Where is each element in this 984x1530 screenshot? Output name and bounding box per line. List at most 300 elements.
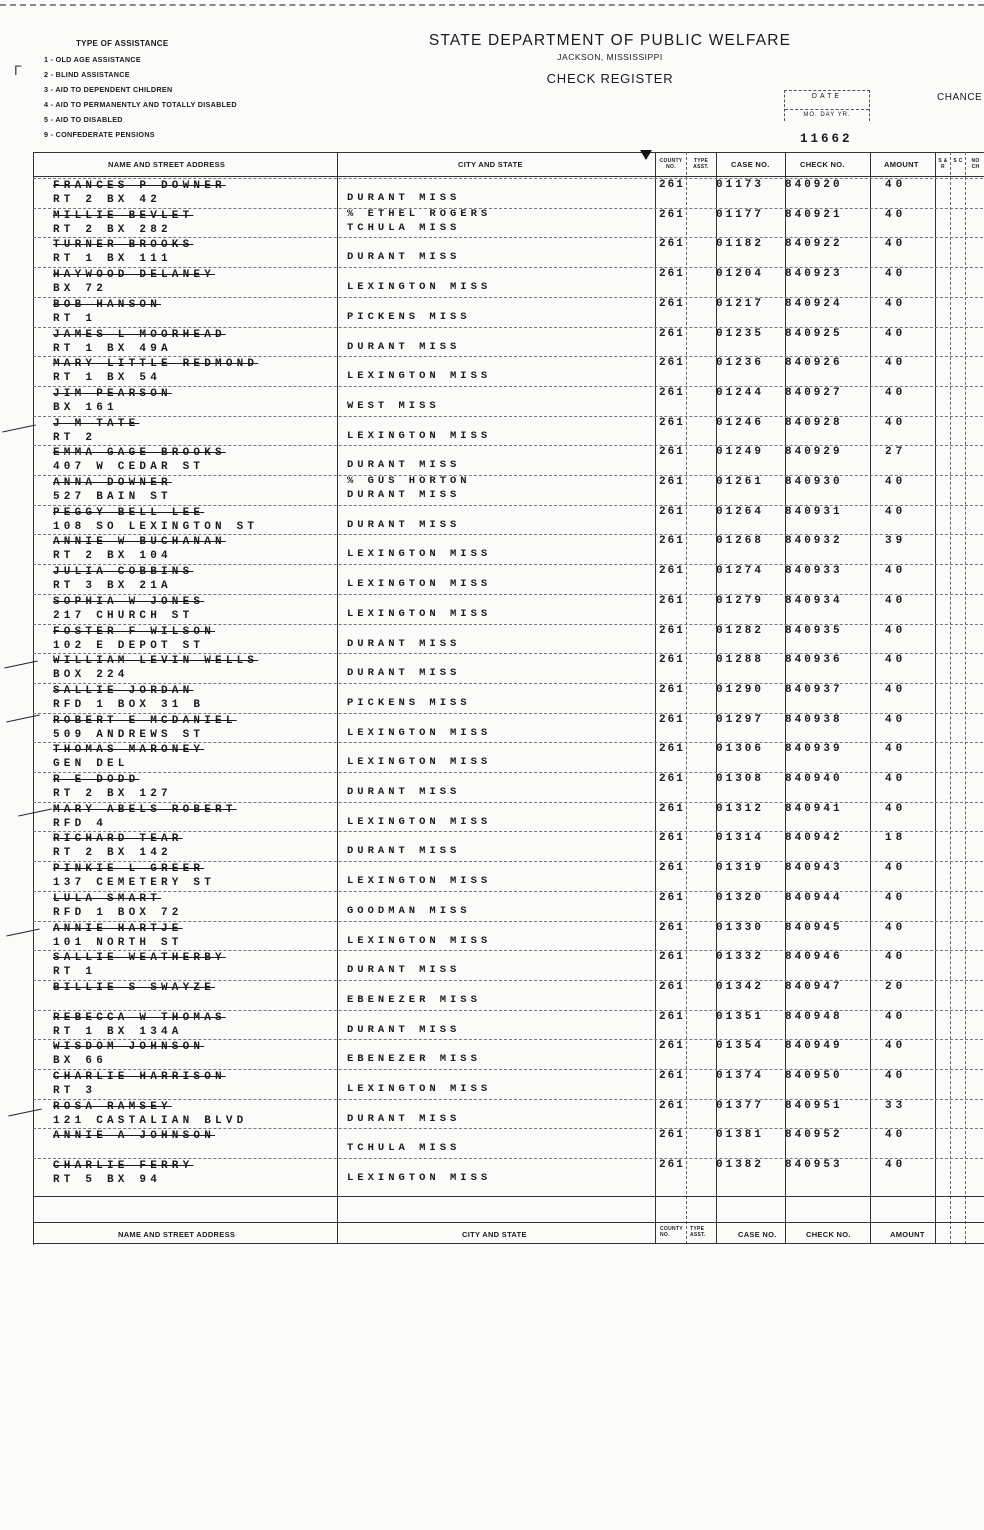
table-bottom-rule: [33, 1243, 984, 1244]
row-rule: [33, 1099, 984, 1100]
table-row: [33, 1012, 984, 1042]
county-number: 261: [659, 505, 685, 518]
county-number: 261: [659, 565, 685, 578]
row-rule: [33, 861, 984, 862]
row-rule: [33, 237, 984, 238]
col-type-header: TYPE ASST.: [693, 158, 709, 170]
county-number: 261: [659, 624, 685, 637]
recipient-name: ROSA RAMSEY: [53, 1100, 172, 1113]
recipient-name: WILLIAM LEVIN WELLS: [53, 655, 259, 668]
check-number: 840933: [785, 565, 843, 578]
check-number: 840950: [785, 1070, 843, 1082]
city-state: DURANT MISS: [347, 518, 461, 531]
amount: 40: [885, 743, 907, 756]
table-row: [33, 744, 984, 774]
amount: 40: [885, 565, 907, 578]
case-number: 01264: [716, 505, 765, 518]
county-number: 261: [659, 535, 685, 548]
street-address: 527 BAIN ST: [53, 491, 172, 503]
table-row: [33, 863, 984, 893]
check-number: 840946: [785, 951, 843, 964]
col-city-header: CITY AND STATE: [458, 160, 523, 169]
row-rule: [33, 594, 984, 595]
case-number: 01261: [716, 476, 765, 488]
check-number: 840944: [785, 891, 843, 904]
amount: 40: [885, 505, 907, 518]
row-rule: [33, 267, 984, 268]
amount: 40: [885, 802, 907, 815]
top-edge: [0, 4, 984, 6]
check-number: 840943: [785, 862, 843, 875]
check-number: 840925: [785, 327, 843, 340]
street-address: 407 W CEDAR ST: [53, 461, 205, 474]
row-rule: [33, 742, 984, 743]
recipient-name: MARY LITTLE REDMOND: [53, 358, 259, 371]
table-row: [33, 952, 984, 982]
recipient-name: WISDOM JOHNSON: [53, 1041, 205, 1054]
street-address: BX 66: [53, 1055, 108, 1068]
department-location: JACKSON, MISSISSIPPI: [557, 52, 663, 62]
row-rule: [33, 564, 984, 565]
check-number: 840923: [785, 268, 843, 281]
street-address: RT 2 BX 104: [53, 550, 172, 563]
case-number: 01314: [716, 832, 765, 845]
amount: 39: [885, 535, 907, 548]
check-number: 840953: [785, 1159, 843, 1172]
city-state: DURANT MISS: [347, 1023, 461, 1036]
case-number: 01173: [716, 179, 765, 191]
street-address: RFD 1 BOX 31 B: [53, 698, 205, 711]
county-number: 261: [659, 832, 685, 845]
street-address: RT 2 BX 142: [53, 847, 172, 860]
recipient-name: MILLIE BEVLET: [53, 209, 194, 222]
row-rule: [33, 534, 984, 535]
margin-tick: [2, 424, 35, 432]
table-row: [33, 447, 984, 477]
street-address: RFD 1 BOX 72: [53, 906, 183, 919]
amount: 40: [885, 476, 907, 488]
recipient-name: BOB HANSON: [53, 298, 162, 311]
row-rule: [33, 1196, 984, 1197]
legend-title: TYPE OF ASSISTANCE: [76, 39, 169, 48]
street-address: RT 1: [53, 966, 97, 979]
check-number: 840947: [785, 980, 843, 993]
county-number: 261: [659, 713, 685, 726]
case-number: 01246: [716, 416, 765, 429]
table-row: [33, 507, 984, 537]
row-rule: [33, 356, 984, 357]
city-state: DURANT MISS: [347, 192, 461, 204]
city-state: TCHULA MISS: [347, 1142, 461, 1155]
recipient-name: PEGGY BELL LEE: [53, 506, 205, 519]
date-sublabel: MO. DAY YR.: [785, 109, 869, 118]
footer-name-header: NAME AND STREET ADDRESS: [118, 1230, 236, 1239]
row-rule: [33, 683, 984, 684]
check-number: 840945: [785, 921, 843, 934]
legend-item: 3 - AID TO DEPENDENT CHILDREN: [44, 85, 173, 94]
check-number: 840941: [785, 802, 843, 815]
check-number: 840935: [785, 624, 843, 637]
table-row: [33, 269, 984, 299]
amount: 40: [885, 713, 907, 726]
city-state: DURANT MISS: [347, 489, 461, 501]
street-address: 217 CHURCH ST: [53, 609, 194, 622]
city-state: DURANT MISS: [347, 845, 461, 858]
city-state: LEXINGTON MISS: [347, 607, 492, 620]
amount: 40: [885, 416, 907, 429]
legend-item: 4 - AID TO PERMANENTLY AND TOTALLY DISABLED: [44, 100, 237, 109]
care-of-line: % ETHEL ROGERS: [347, 207, 492, 220]
table-row: [33, 180, 984, 210]
street-address: 102 E DEPOT ST: [53, 639, 205, 652]
street-address: RT 3: [53, 1085, 97, 1097]
check-number: 840920: [785, 179, 843, 191]
recipient-name: THOMAS MARONEY: [53, 744, 205, 757]
street-address: BX 72: [53, 283, 108, 296]
check-number: 840937: [785, 683, 843, 696]
city-state: DURANT MISS: [347, 786, 461, 798]
recipient-name: JULIA COBBINS: [53, 566, 194, 579]
check-number: 840942: [785, 832, 843, 845]
check-number: 840922: [785, 238, 843, 251]
street-address: RFD 4: [53, 817, 108, 830]
register-title: CHECK REGISTER: [546, 71, 674, 86]
recipient-name: FRANCES P DOWNER: [53, 180, 226, 192]
case-number: 01288: [716, 654, 765, 667]
col-check-header: CHECK NO.: [800, 160, 845, 169]
footer-county-header: COUNTY NO.: [660, 1226, 683, 1238]
recipient-name: SOPHIA W JONES: [53, 595, 205, 608]
case-number: 01279: [716, 594, 765, 607]
row-rule: [33, 505, 984, 506]
case-number: 01236: [716, 357, 765, 370]
amount: 40: [885, 327, 907, 340]
case-number: 01217: [716, 297, 765, 310]
legend-item: 5 - AID TO DISABLED: [44, 115, 123, 124]
street-address: 509 ANDREWS ST: [53, 728, 205, 741]
amount: 40: [885, 1040, 907, 1053]
legend-item: 2 - BLIND ASSISTANCE: [44, 70, 130, 79]
case-number: 01268: [716, 535, 765, 548]
check-number: 840934: [785, 594, 843, 607]
case-number: 01204: [716, 268, 765, 281]
row-rule: [33, 624, 984, 625]
county-number: 261: [659, 268, 685, 281]
city-state: DURANT MISS: [347, 459, 461, 472]
case-number: 01382: [716, 1159, 765, 1172]
check-number: 840924: [785, 297, 843, 310]
amount: 40: [885, 773, 907, 785]
city-state: LEXINGTON MISS: [347, 578, 492, 591]
table-row: [33, 388, 984, 418]
county-number: 261: [659, 1159, 685, 1172]
amount: 40: [885, 179, 907, 191]
amount: 40: [885, 357, 907, 370]
table-row: [33, 536, 984, 566]
case-number: 01330: [716, 921, 765, 934]
footer-case-header: CASE NO.: [738, 1230, 777, 1239]
case-number: 01244: [716, 386, 765, 399]
recipient-name: J M TATE: [53, 417, 140, 430]
amount: 33: [885, 1099, 907, 1112]
recipient-name: FOSTER F WILSON: [53, 625, 216, 638]
recipient-name: ROBERT E MCDANIEL: [53, 714, 237, 727]
city-state: DURANT MISS: [347, 637, 461, 650]
county-number: 261: [659, 327, 685, 340]
footer-city-header: CITY AND STATE: [462, 1230, 527, 1239]
street-address: GEN DEL: [53, 758, 129, 771]
city-state: LEXINGTON MISS: [347, 370, 492, 383]
col-county-header: COUNTY NO.: [659, 158, 683, 170]
recipient-name: CHARLIE FERRY: [53, 1160, 194, 1173]
table-row: [33, 239, 984, 269]
legend-item: 1 - OLD AGE ASSISTANCE: [44, 55, 141, 64]
county-number: 261: [659, 683, 685, 696]
check-number: 840936: [785, 654, 843, 667]
recipient-name: EMMA GAGE BROOKS: [53, 447, 226, 460]
col-name-header: NAME AND STREET ADDRESS: [108, 160, 226, 169]
case-number: 01351: [716, 1010, 765, 1023]
recipient-name: REBECCA W THOMAS: [53, 1011, 226, 1024]
case-number: 01354: [716, 1040, 765, 1053]
row-rule: [33, 1158, 984, 1159]
table-row: [33, 804, 984, 834]
case-number: 01235: [716, 327, 765, 340]
check-number: 840930: [785, 476, 843, 488]
check-number: 840951: [785, 1099, 843, 1112]
street-address: RT 1: [53, 312, 97, 325]
amount: 40: [885, 891, 907, 904]
city-state: TCHULA MISS: [347, 221, 461, 234]
check-number: 840952: [785, 1129, 843, 1142]
county-number: 261: [659, 1040, 685, 1053]
row-rule: [33, 1128, 984, 1129]
amount: 18: [885, 832, 907, 845]
county-number: 261: [659, 654, 685, 667]
table-row: [33, 299, 984, 329]
check-number: 840929: [785, 446, 843, 459]
recipient-name: JAMES L MOORHEAD: [53, 328, 226, 341]
recipient-name: MARY ABELS ROBERT: [53, 803, 237, 816]
case-number: 01312: [716, 802, 765, 815]
case-number: 01381: [716, 1129, 765, 1142]
amount: 40: [885, 208, 907, 221]
city-state: LEXINGTON MISS: [347, 1172, 492, 1185]
county-number: 261: [659, 891, 685, 904]
city-state: DURANT MISS: [347, 251, 461, 264]
case-number: 01320: [716, 891, 765, 904]
row-rule: [33, 208, 984, 209]
case-number: 01297: [716, 713, 765, 726]
col-amount-header: AMOUNT: [884, 160, 919, 169]
date-box: [784, 90, 870, 121]
row-rule: [33, 950, 984, 951]
table-row: [33, 477, 984, 507]
check-number: 840948: [785, 1010, 843, 1023]
table-row: [33, 596, 984, 626]
county-number: 261: [659, 386, 685, 399]
recipient-name: SALLIE WEATHERBY: [53, 952, 226, 965]
footer-check-header: CHECK NO.: [806, 1230, 851, 1239]
street-address: RT 2: [53, 431, 97, 444]
recipient-name: PINKIE L GREER: [53, 863, 205, 876]
row-rule: [33, 653, 984, 654]
recipient-name: RICHARD TEAR: [53, 833, 183, 846]
col-sr-header: S & R: [938, 158, 948, 170]
street-address: RT 1 BX 111: [53, 253, 172, 266]
case-number: 01374: [716, 1070, 765, 1082]
check-number: 840932: [785, 535, 843, 548]
amount: 40: [885, 268, 907, 281]
recipient-name: ANNIE W BUCHANAN: [53, 536, 226, 549]
check-number: 840939: [785, 743, 843, 756]
table-row: [33, 685, 984, 715]
row-rule: [33, 416, 984, 417]
county-number: 261: [659, 951, 685, 964]
city-state: LEXINGTON MISS: [347, 1083, 492, 1095]
county-number: 261: [659, 743, 685, 756]
table-row: [33, 1101, 984, 1131]
check-number: 840927: [785, 386, 843, 399]
recipient-name: ANNIE A JOHNSON: [53, 1130, 216, 1143]
register-number: 11662: [800, 132, 853, 146]
row-rule: [33, 445, 984, 446]
case-number: 01182: [716, 238, 765, 251]
recipient-name: ANNA DOWNER: [53, 477, 172, 489]
table-row: [33, 715, 984, 745]
city-state: EBENEZER MISS: [347, 1053, 481, 1066]
city-state: DURANT MISS: [347, 1112, 461, 1125]
recipient-name: CHARLIE HARRISON: [53, 1071, 226, 1083]
case-number: 01177: [716, 208, 765, 221]
city-state: LEXINGTON MISS: [347, 726, 492, 739]
county-number: 261: [659, 238, 685, 251]
county-number: 261: [659, 357, 685, 370]
county-number: 261: [659, 179, 685, 191]
check-number: 840938: [785, 713, 843, 726]
county-number: 261: [659, 446, 685, 459]
city-state: WEST MISS: [347, 399, 440, 412]
row-rule: [33, 297, 984, 298]
county-number: 261: [659, 980, 685, 993]
row-rule: [33, 475, 984, 476]
county-number: 261: [659, 1070, 685, 1082]
row-rule: [33, 980, 984, 981]
case-number: 01319: [716, 862, 765, 875]
check-number: 840949: [785, 1040, 843, 1053]
row-rule: [33, 921, 984, 922]
date-label: DATE: [811, 93, 843, 100]
row-rule: [33, 1010, 984, 1011]
table-row: [33, 358, 984, 388]
city-state: PICKENS MISS: [347, 310, 471, 323]
case-number: 01274: [716, 565, 765, 578]
county-number: 261: [659, 802, 685, 815]
check-number: 840940: [785, 773, 843, 785]
check-number: 840928: [785, 416, 843, 429]
city-state: LEXINGTON MISS: [347, 756, 492, 769]
street-address: RT 2 BX 127: [53, 788, 172, 800]
county-number: 261: [659, 594, 685, 607]
table-row: [33, 655, 984, 685]
case-number: 01377: [716, 1099, 765, 1112]
assistance-legend: [44, 36, 237, 142]
county-number: 261: [659, 921, 685, 934]
county-number: 261: [659, 208, 685, 221]
recipient-name: LULA SMART: [53, 892, 162, 905]
street-address: 121 CASTALIAN BLVD: [53, 1114, 248, 1127]
row-rule: [33, 1069, 984, 1070]
amount: 40: [885, 238, 907, 251]
amount: 20: [885, 980, 907, 993]
city-state: LEXINGTON MISS: [347, 934, 492, 947]
table-row: [33, 1041, 984, 1071]
care-of-line: % GUS HORTON: [347, 475, 471, 487]
amount: 40: [885, 654, 907, 667]
city-state: LEXINGTON MISS: [347, 815, 492, 828]
recipient-name: R E DODD: [53, 774, 140, 786]
street-address: RT 2 BX 42: [53, 194, 162, 206]
amount: 40: [885, 1070, 907, 1082]
legend-item: 9 - CONFEDERATE PENSIONS: [44, 130, 155, 139]
header-rule: [33, 176, 984, 177]
row-rule: [33, 386, 984, 387]
county-number: 261: [659, 862, 685, 875]
amount: 40: [885, 951, 907, 964]
check-number: 840931: [785, 505, 843, 518]
recipient-name: SALLIE JORDAN: [53, 684, 194, 697]
footer-rule: [33, 1222, 984, 1223]
city-state: LEXINGTON MISS: [347, 429, 492, 442]
amount: 40: [885, 624, 907, 637]
col-noch-header: NO CH: [971, 158, 980, 170]
recipient-name: TURNER BROOKS: [53, 239, 194, 252]
row-rule: [33, 327, 984, 328]
city-state: DURANT MISS: [347, 667, 461, 680]
county-number: 261: [659, 1129, 685, 1142]
table-row: [33, 923, 984, 953]
county-number: 261: [659, 297, 685, 310]
recipient-name: HAYWOOD DELANEY: [53, 269, 216, 282]
row-rule: [33, 891, 984, 892]
case-number: 01332: [716, 951, 765, 964]
amount: 40: [885, 297, 907, 310]
city-state: DURANT MISS: [347, 964, 461, 977]
street-address: BX 161: [53, 401, 118, 414]
col-sc-header: S C: [953, 158, 963, 164]
case-number: 01249: [716, 446, 765, 459]
table-row: [33, 1130, 984, 1160]
case-number: 01342: [716, 980, 765, 993]
amount: 40: [885, 1129, 907, 1142]
county-number: 261: [659, 476, 685, 488]
table-row: [33, 207, 984, 240]
case-number: 01308: [716, 773, 765, 785]
county-number: 261: [659, 1099, 685, 1112]
row-rule: [33, 178, 984, 179]
street-address: RT 3 BX 21A: [53, 580, 172, 593]
table-row: [33, 566, 984, 596]
amount: 40: [885, 921, 907, 934]
department-title: STATE DEPARTMENT OF PUBLIC WELFARE: [428, 32, 792, 49]
footer-amount-header: AMOUNT: [890, 1230, 925, 1239]
table-row: [33, 329, 984, 359]
county-number: 261: [659, 1010, 685, 1023]
row-rule: [33, 831, 984, 832]
case-number: 01306: [716, 743, 765, 756]
row-rule: [33, 1039, 984, 1040]
street-address: RT 5 BX 94: [53, 1174, 162, 1187]
